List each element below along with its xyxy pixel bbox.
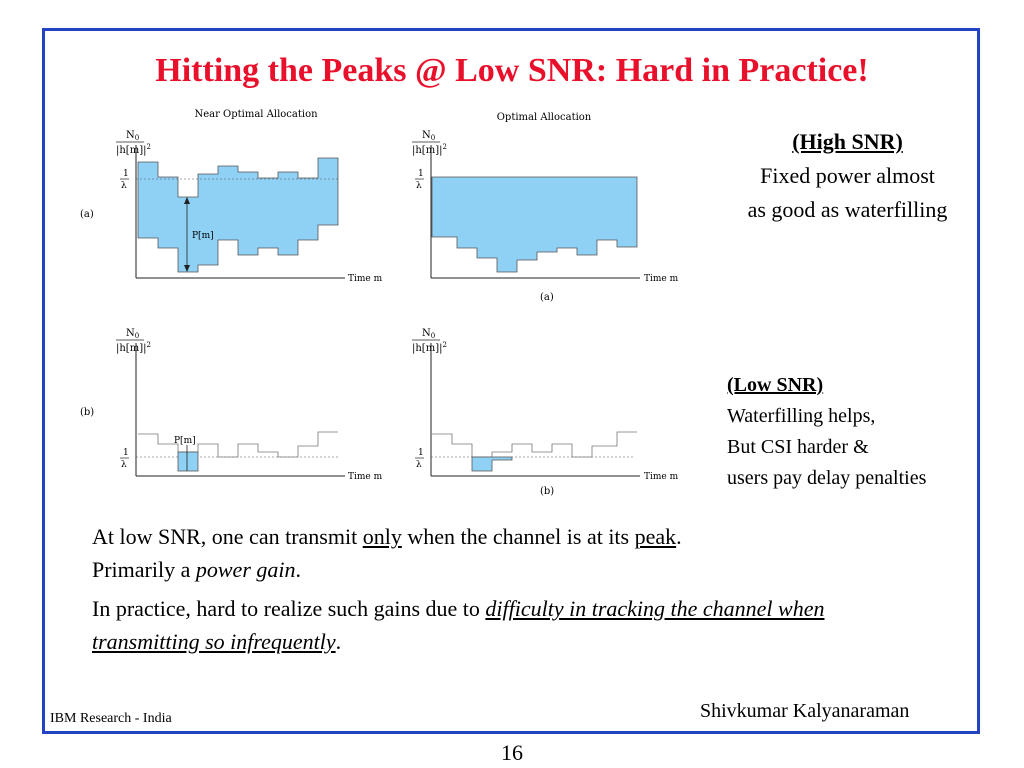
xlabel-tl: Time m [348,274,383,284]
svg-text:Time m: Time m [348,472,383,482]
ylabel-den: $|h[m]|^2$ [116,143,151,156]
slide-title: Hitting the Peaks @ Low SNR: Hard in Practice! [155,52,869,89]
svg-text:|h[m]|2: $|h[m]|^2$ [412,143,447,156]
footer-organization: IBM Research - India [50,711,172,726]
svg-text:N0: $N_0$ [126,328,140,340]
row-label-b: (b) [80,407,95,418]
high-snr-line2: as good as waterfilling [747,197,948,222]
body-paragraph-1: At low SNR, one can transmit only when the channel is at its peak. Primarily a power gain. [92,524,682,582]
power-bar-b [178,452,198,471]
panel-title-near-optimal: Near Optimal Allocation [194,109,318,120]
low-snr-heading: (Low SNR) [727,374,824,396]
waterfilling-figure [70,100,710,510]
svg-text:1: 1 [418,448,424,458]
low-snr-note [727,370,1007,494]
svg-text:1: 1 [123,448,129,458]
emphasis-peak: peak [634,524,677,549]
svg-text:N0: $N_0$ [422,130,436,142]
svg-text:λ: λ [416,181,422,191]
high-snr-line1: Fixed power almost [760,163,935,188]
svg-text:Time m: Time m [644,472,679,482]
svg-text:1: 1 [418,169,424,179]
panel-bottom-right [412,328,679,482]
low-snr-line3: users pay delay penalties [727,467,927,489]
panel-top-right [412,130,679,284]
body-text [92,520,912,664]
panel-bottom-left [116,328,383,482]
panel-title-optimal: Optimal Allocation [496,112,592,123]
high-snr-heading: (High SNR) [792,129,903,154]
power-label-a: P[m] [192,231,214,241]
caption-a: (a) [540,292,554,303]
caption-b: (b) [540,486,555,497]
ylabel-num: $N_0$ [126,130,140,142]
ylabel-inv-num: 1 [123,169,129,179]
row-label-a: (a) [80,209,94,220]
svg-text:λ: λ [121,460,127,470]
high-snr-note [705,125,990,227]
emphasis-only: only [362,524,402,549]
svg-text:λ: λ [416,460,422,470]
svg-text:|h[m]|2: $|h[m]|^2$ [412,341,447,354]
page-number: 16 [501,740,523,765]
ylabel-inv-den: λ [121,181,127,191]
body-paragraph-2: In practice, hard to realize such gains due to difficulty in tracking the channel when transmitting so infrequently. [92,596,825,654]
svg-text:Time m: Time m [644,274,679,284]
low-snr-line2: But CSI harder & [727,436,869,458]
panel-top-left [116,130,383,284]
svg-text:|h[m]|2: $|h[m]|^2$ [116,341,151,354]
svg-text:N0: $N_0$ [422,328,436,340]
emphasis-difficulty: difficulty in tracking the channel when transmitting so infrequently [92,596,825,654]
low-snr-line1: Waterfilling helps, [727,405,876,427]
power-label-b: P[m] [174,436,196,446]
footer-author: Shivkumar Kalyanaraman [700,700,910,722]
water-fill-b [472,457,512,471]
emphasis-power-gain: power gain [195,557,296,582]
